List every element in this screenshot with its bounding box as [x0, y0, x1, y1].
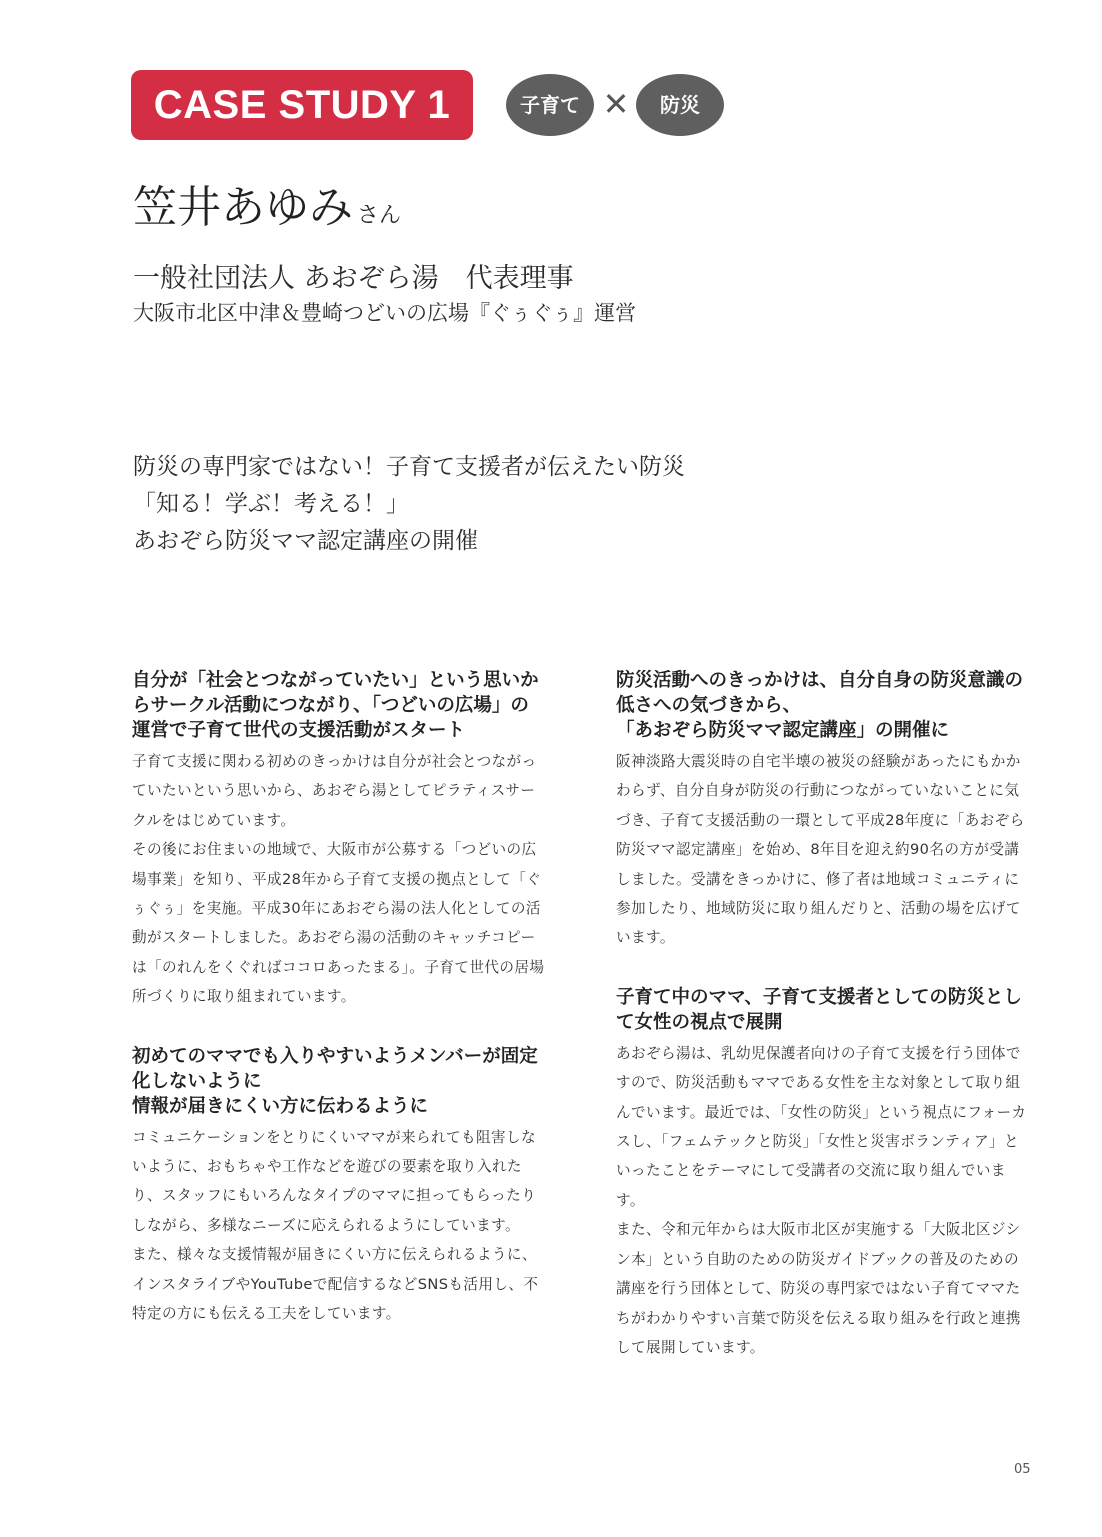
person-name-block [133, 180, 401, 244]
section-heading: 子育て中のママ、子育て支援者としての防災として女性の視点で展開 [616, 986, 1022, 1033]
section-paragraph: また、令和元年からは大阪市北区が実施する「大阪北区ジシン本」という自助のための防災ガイドブックの普及のための講座を行う団体として、防災の専門家ではない子育てママたちがわかりやすい言葉で防災を伝える取り組みを行政と連携して展開しています。 [616, 1221, 1021, 1356]
section-heading: 防災活動へのきっかけは、自分自身の防災意識の低さへの気づきから、 「あおぞら防災ママ認定講座」の開催に [616, 670, 1024, 741]
tag-childcare: 子育て [506, 74, 594, 136]
honorific: さん [357, 203, 402, 228]
lead-text [133, 449, 685, 560]
case-study-badge: CASE STUDY 1 [131, 70, 473, 140]
section-paragraph: その後にお住まいの地域で、大阪市が公募する「つどいの広場事業」を知り、平成28年から子育て支援の拠点として「ぐぅぐぅ」を実施。平成30年にあおぞら湯の法人化としての活動がスタートしました。あおぞら湯の活動のキャッチコピーは「のれんをくぐればココロあったまる」。子育て世代の居場所づくりに取り組まれています。 [132, 841, 545, 1006]
section-paragraph: あおぞら湯は、乳幼児保護者向けの子育て支援を行う団体ですので、防災活動もママである女性を主な対象として取り組んでいます。最近では、「女性の防災」という視点にフォーカスし、「フェムテックと防災」「女性と災害ボランティア」といったことをテーマにして受講者の交流に取り組んでいます。 [616, 1044, 1027, 1209]
section-heading: 自分が「社会とつながっていたい」という思いからサークル活動につながり、「つどいの広場」の運営で子育て世代の支援活動がスタート [132, 670, 539, 741]
section [616, 668, 1031, 953]
person-name: 笠井あゆみ [133, 182, 353, 233]
section [132, 668, 547, 1012]
section [132, 1044, 547, 1329]
section-paragraph: 阪神淡路大震災時の自宅半壊の被災の経験があったにもかかわらず、自分自身が防災の行動につながっていないことに気づき、子育て支援活動の一環として平成28年度に「あおぞら防災ママ認定講座」を始め、8年目を迎え約90名の方が受講しました。受講をきっかけに、修了者は地域コミュニティに参加したり、地域防災に取り組んだりと、活動の場を広げています。 [616, 753, 1025, 947]
page-number: 05 [1014, 1462, 1031, 1477]
section-paragraph: また、様々な支援情報が届きにくい方に伝えられるように、インスタライブやYouTubeで配信するなどSNSも活用し、不特定の方にも伝える工夫をしています。 [132, 1246, 539, 1323]
organization-place: 大阪市北区中津＆豊崎つどいの広場『ぐぅぐぅ』運営 [133, 301, 637, 325]
tag-disaster-prevention: 防災 [636, 74, 724, 136]
right-column [616, 668, 1031, 1394]
cross-icon: ✕ [602, 85, 630, 123]
lead-line: 防災の専門家ではない！子育て支援者が伝えたい防災 [133, 454, 685, 480]
lead-line: あおぞら防災ママ認定講座の開催 [133, 528, 478, 554]
left-column [132, 668, 547, 1361]
section-paragraph: コミュニケーションをとりにくいママが来られても阻害しないように、おもちゃや工作などを遊びの要素を取り入れたり、スタッフにもいろんなタイプのママに担ってもらったりしながら、多様なニーズに応えられるようにしています。 [132, 1128, 537, 1234]
section-paragraph: 子育て支援に関わる初めのきっかけは自分が社会とつながっていたいという思いから、あおぞら湯としてピラティスサークルをはじめています。 [132, 753, 537, 829]
lead-line: 「知る！学ぶ！考える！」 [133, 491, 409, 517]
section-heading: 初めてのママでも入りやすいようメンバーが固定化しないように 情報が届きにくい方に伝わるように [132, 1045, 538, 1117]
organization-title: 一般社団法人 あおぞら湯 代表理事 [133, 263, 574, 294]
section [616, 985, 1031, 1362]
